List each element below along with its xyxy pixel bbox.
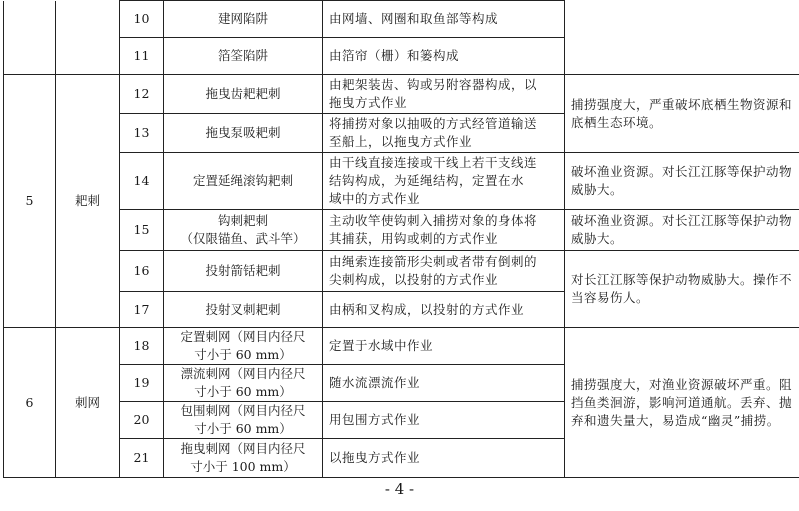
impact-note: 捕捞强度大，对渔业资源破坏严重。阻 挡鱼类洄游，影响河道通航。丢弃、抛 弃和遗失量大，易造成“幽灵”捕捞。 <box>565 328 799 478</box>
group-number: 5 <box>4 75 56 328</box>
table-row <box>4 251 799 292</box>
gear-description: 由耙架装齿、钩或另附容器构成，以 拖曳方式作业 <box>323 75 565 114</box>
gear-name: 投射箭铦耙刺 <box>164 251 323 292</box>
gear-name: 拖曳齿耙耙刺 <box>164 75 323 114</box>
row-number: 20 <box>120 402 164 439</box>
impact-note: 捕捞强度大，严重破坏底栖生物资源和 底栖生态环境。 <box>565 75 799 153</box>
gear-description: 将捕捞对象以抽吸的方式经管道输送 至船上，以拖曳方式作业 <box>323 114 565 153</box>
group-type: 刺网 <box>56 328 120 478</box>
gear-description: 由箔帘（栅）和篓构成 <box>323 38 565 75</box>
gear-name: 拖曳泵吸耙刺 <box>164 114 323 153</box>
prev-note-cell <box>565 1 799 75</box>
gear-description: 由干线直接连接或干线上若干支线连 结钩构成，为延绳结构，定置在水 域中的方式作业 <box>323 153 565 210</box>
gear-description: 由网墙、网圈和取鱼部等构成 <box>323 1 565 38</box>
gear-description: 用包围方式作业 <box>323 402 565 439</box>
row-number: 13 <box>120 114 164 153</box>
table-row <box>4 328 799 365</box>
gear-description: 由绳索连接箭形尖刺或者带有倒刺的 尖刺构成，以投射的方式作业 <box>323 251 565 292</box>
gear-name: 钩刺耙刺 （仅限锚鱼、武斗竿） <box>164 210 323 251</box>
gear-description: 随水流漂流作业 <box>323 365 565 402</box>
gear-name: 箔筌陷阱 <box>164 38 323 75</box>
gear-name: 定置刺网（网目内径尺 寸小于 60 mm） <box>164 328 323 365</box>
group-number: 6 <box>4 328 56 478</box>
prev-group-no-cell <box>4 1 56 75</box>
impact-note: 对长江江豚等保护动物威胁大。操作不 当容易伤人。 <box>565 251 799 328</box>
row-number: 17 <box>120 292 164 328</box>
row-number: 10 <box>120 1 164 38</box>
gear-description: 定置于水域中作业 <box>323 328 565 365</box>
row-number: 11 <box>120 38 164 75</box>
gear-name: 拖曳刺网（网目内径尺 寸小于 100 mm） <box>164 439 323 478</box>
gear-name: 定置延绳滚钩耙刺 <box>164 153 323 210</box>
table-row <box>4 75 799 114</box>
table-row <box>4 153 799 210</box>
page-number: - 4 - <box>384 480 415 498</box>
row-number: 21 <box>120 439 164 478</box>
group-type: 耙刺 <box>56 75 120 328</box>
table-row <box>4 210 799 251</box>
gear-description: 以拖曳方式作业 <box>323 439 565 478</box>
row-number: 19 <box>120 365 164 402</box>
row-number: 16 <box>120 251 164 292</box>
gear-name: 包围刺网（网目内径尺 寸小于 60 mm） <box>164 402 323 439</box>
gear-description: 主动收竿使钩刺入捕捞对象的身体将 其捕获，用钩或刺的方式作业 <box>323 210 565 251</box>
row-number: 14 <box>120 153 164 210</box>
fishing-gear-table <box>3 0 799 478</box>
table-row <box>4 1 799 38</box>
gear-name: 漂流刺网（网目内径尺 寸小于 60 mm） <box>164 365 323 402</box>
impact-note: 破坏渔业资源。对长江江豚等保护动物 威胁大。 <box>565 210 799 251</box>
impact-note: 破坏渔业资源。对长江江豚等保护动物 威胁大。 <box>565 153 799 210</box>
row-number: 18 <box>120 328 164 365</box>
row-number: 12 <box>120 75 164 114</box>
gear-name: 建网陷阱 <box>164 1 323 38</box>
row-number: 15 <box>120 210 164 251</box>
gear-description: 由柄和叉构成，以投射的方式作业 <box>323 292 565 328</box>
prev-group-type-cell <box>56 1 120 75</box>
gear-name: 投射叉刺耙刺 <box>164 292 323 328</box>
